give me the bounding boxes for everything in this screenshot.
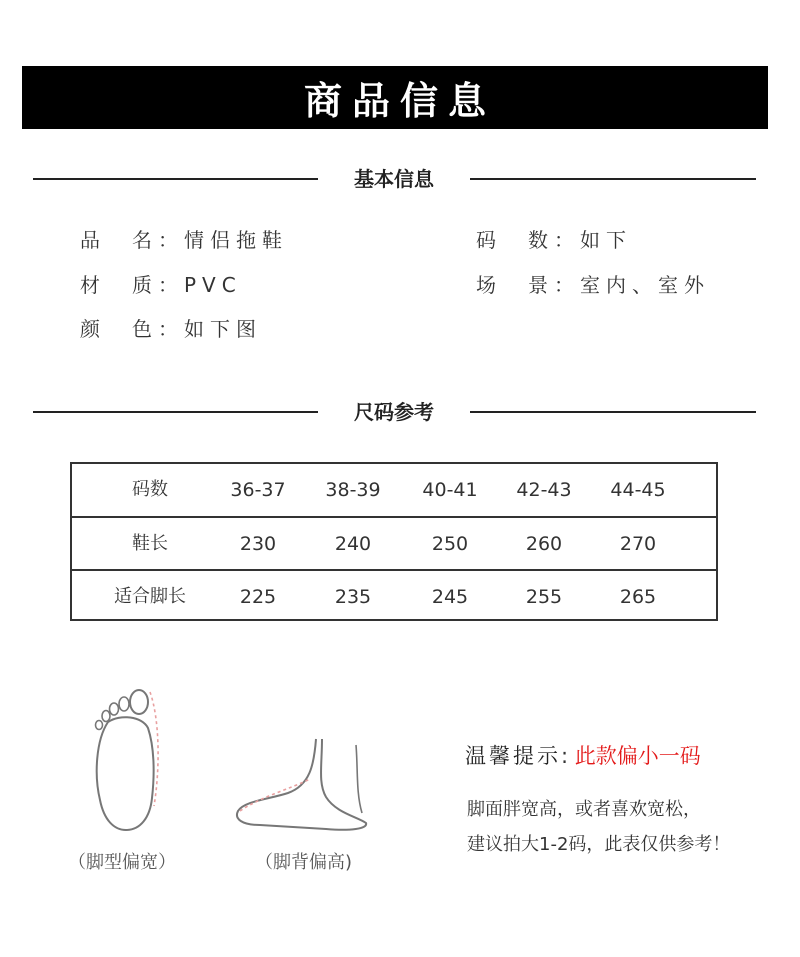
table-cell: 245 [431,586,469,608]
table-cell: 38-39 [325,479,381,501]
table-cell: 265 [619,586,657,608]
page-banner [22,66,768,129]
field-material-value: PVC [184,273,242,297]
field-size-value: 如下 [580,228,632,252]
field-size-label: 码 数： [476,228,580,252]
field-scene-value: 室内、室外 [580,273,710,297]
wide-foot-icon [80,680,170,840]
table-cell: 250 [431,533,469,555]
field-scene [476,269,710,298]
row-header: 码数 [132,479,168,500]
wide-foot-caption: （脚型偏宽） [68,852,176,873]
field-size [476,224,632,253]
high-instep-caption: （脚背偏高) [255,852,353,873]
table-cell: 255 [525,586,563,608]
field-name-label: 品 名： [80,228,184,252]
table-cell: 260 [525,533,563,555]
size-table [70,462,718,621]
field-material-label: 材 质： [80,273,184,297]
tip-colon: : [561,744,569,768]
size-reference-title: 尺码参考 [354,400,434,424]
row-header: 适合脚长 [114,586,186,607]
basic-info-heading [33,164,756,194]
tip-highlight: 此款偏小一码 [574,744,701,768]
size-row-shoe-length [72,516,716,570]
row-header: 鞋长 [132,533,168,554]
size-row-foot-length [72,569,716,623]
divider-right [470,411,756,413]
table-cell: 40-41 [422,479,478,501]
field-color-label: 颜 色： [80,317,184,341]
divider-left [33,178,318,180]
field-name-value: 情侣拖鞋 [184,228,288,252]
table-cell: 225 [239,586,277,608]
table-cell: 42-43 [516,479,572,501]
high-instep-icon [230,735,380,835]
table-cell: 240 [334,533,372,555]
tip-label: 温馨提示 [465,744,561,768]
divider-right [470,178,756,180]
table-cell: 36-37 [230,479,286,501]
table-cell: 235 [334,586,372,608]
tip-line-2: 建议拍大1-2码，此表仅供参考！ [467,834,731,855]
size-reference-heading [33,397,756,427]
size-row-size [72,464,716,516]
field-color-value: 如下图 [184,317,262,341]
tip-line-1: 脚面胖宽高，或者喜欢宽松， [467,799,701,820]
field-scene-label: 场 景： [476,273,580,297]
tip-heading [465,740,701,770]
table-cell: 44-45 [610,479,666,501]
table-cell: 230 [239,533,277,555]
divider-left [33,411,318,413]
field-material [80,269,242,298]
field-color [80,313,262,342]
table-cell: 270 [619,533,657,555]
basic-info-title: 基本信息 [354,167,434,191]
page-title: 商品信息 [303,79,496,123]
field-name [80,224,288,253]
